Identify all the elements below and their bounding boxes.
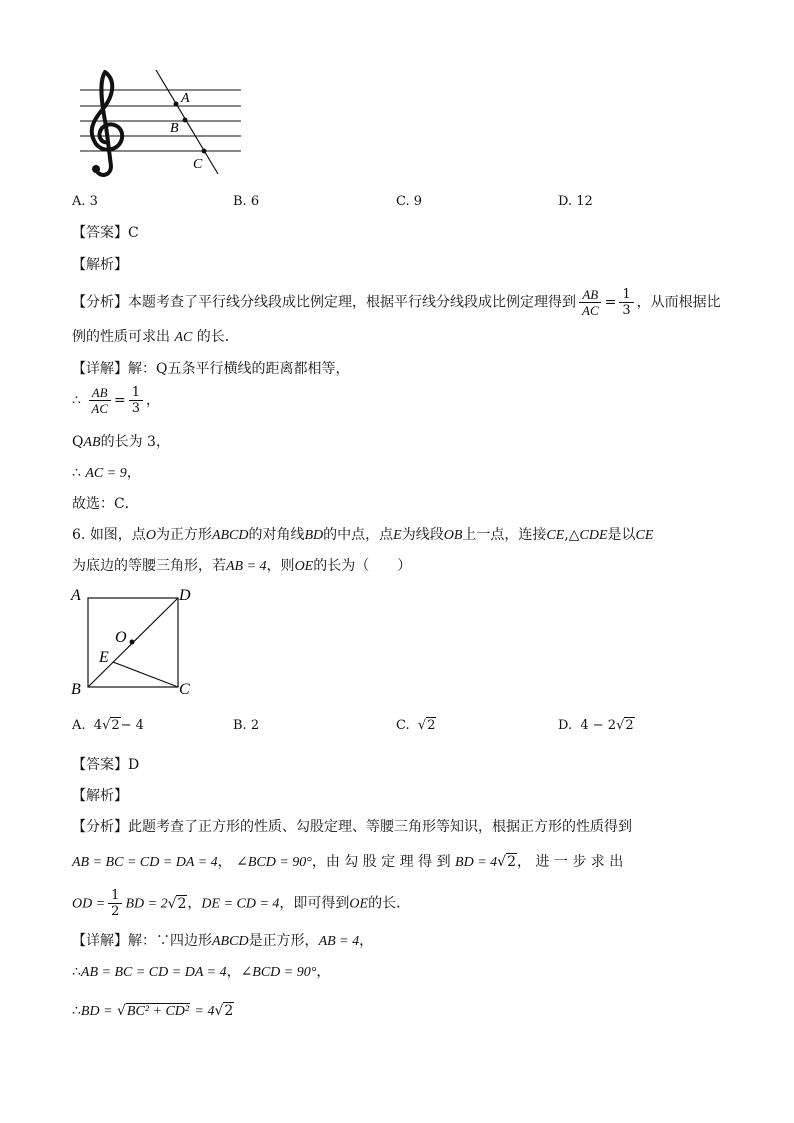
- q5-detail-line5: 故选：C．: [72, 496, 139, 512]
- choice-text: 4 − 2: [580, 718, 617, 733]
- fraction-one-third: [129, 385, 143, 416]
- punct: ，: [126, 465, 141, 481]
- detail-text: 解：: [128, 361, 156, 377]
- stem-text: 是以: [607, 527, 636, 543]
- stem-text: 的长为（ ）: [313, 558, 412, 574]
- q6-choice-c: [396, 718, 436, 733]
- q6-choice-b: B. 2: [233, 718, 260, 733]
- question-number: 6.: [72, 527, 86, 543]
- therefore-symbol: ∴: [72, 1003, 81, 1019]
- math-expr: ∠BCD = 90°: [240, 965, 317, 980]
- punct: ，: [226, 964, 241, 980]
- q5-jiexi: 【解析】: [72, 257, 128, 273]
- q6-choice-d: [558, 718, 635, 733]
- math-ab: AB: [83, 435, 101, 450]
- math-abcd: ABCD: [211, 528, 249, 543]
- stem-text: 为正方形: [155, 527, 212, 543]
- vertex-label-d: D: [179, 587, 191, 604]
- q6-detail-line2: [72, 961, 330, 984]
- math-ce: CE: [546, 528, 565, 543]
- radicand: 2: [224, 1003, 234, 1019]
- analysis-text: ，从而根据比: [636, 294, 721, 311]
- frac-num: 1: [129, 385, 143, 401]
- radicand: BC² + CD²: [126, 1004, 190, 1019]
- q6-detail-line1: [72, 930, 373, 953]
- radicand: 2: [507, 854, 516, 870]
- point-label-c: C: [193, 157, 203, 172]
- choice-label: D.: [558, 718, 573, 733]
- choice-a: A. 3: [72, 194, 98, 209]
- punct: ，: [359, 933, 374, 949]
- q6-answer: [72, 754, 139, 776]
- frac-den: 3: [131, 401, 141, 416]
- sqrt-icon: √2: [102, 718, 120, 733]
- vertex-label-b: B: [71, 681, 81, 698]
- stem-text: 为底边的等腰三角形，若: [72, 558, 226, 574]
- vertex-label-c: C: [179, 681, 190, 698]
- radicand: 2: [111, 718, 120, 733]
- frac-num: AB: [89, 385, 111, 401]
- because-symbol: Q: [72, 434, 84, 450]
- q5-detail-line1: [72, 358, 349, 380]
- punct: ，: [146, 392, 161, 409]
- frac-den: 3: [622, 303, 631, 318]
- choice-c: C. 9: [396, 194, 423, 209]
- detail-text: 的长为 3，: [100, 434, 170, 450]
- math-oe: OE: [349, 896, 369, 912]
- math-expr: DE = CD = 4: [201, 896, 280, 912]
- q5-detail-line2: [72, 385, 160, 416]
- answer-value: C: [128, 225, 139, 241]
- analysis-tag: 【分析】: [72, 294, 128, 311]
- math-expr: AB = BC = CD = DA = 4: [72, 855, 218, 870]
- detail-tag: 【详解】: [72, 933, 128, 949]
- sqrt-icon: √2: [167, 895, 187, 912]
- answer-tag: 【答案】: [72, 757, 128, 773]
- stem-text: 为线段: [401, 527, 444, 543]
- point-label-o: O: [115, 629, 127, 646]
- stem-text: 的中点，点: [323, 527, 394, 543]
- analysis-tag: 【分析】: [72, 819, 128, 835]
- math-ac: AC: [174, 330, 193, 345]
- point-label-e: E: [99, 649, 109, 666]
- analysis-text: ，即可得到: [279, 895, 350, 912]
- q6-stem-line1: [72, 524, 653, 547]
- math-o: O: [145, 528, 156, 543]
- math-expr: BD = 2: [125, 896, 168, 912]
- math-cde: CDE: [579, 528, 608, 543]
- treble-clef-icon: [92, 72, 122, 175]
- math-ob: OB: [443, 528, 463, 543]
- math-expr: BD = 4: [455, 855, 498, 870]
- math-ab-eq: AB = 4: [226, 559, 267, 574]
- point-label-a: A: [181, 91, 190, 106]
- point-label-b: B: [170, 121, 179, 136]
- math-bd: BD: [304, 528, 324, 543]
- q6-choice-a: [72, 718, 144, 733]
- choice-text: − 4: [120, 718, 144, 733]
- eq-sign: =: [604, 294, 617, 311]
- q5-detail-line4: [72, 462, 141, 485]
- answer-value: D: [128, 757, 140, 773]
- analysis-text: 此题考查了正方形的性质、勾股定理、等腰三角形等知识，根据正方形的性质得到: [128, 819, 632, 835]
- choice-d: D. 12: [558, 194, 593, 209]
- math-expr: OD =: [72, 896, 106, 912]
- detail-text: 五条平行横线的距离都相等，: [167, 361, 350, 377]
- analysis-text: ， 进 一 步 求 出: [516, 854, 624, 870]
- fraction-ab-ac: [88, 385, 111, 416]
- q6-analysis-line1: [72, 816, 632, 838]
- because-symbol: Q: [156, 361, 168, 377]
- transversal-line: [156, 70, 218, 174]
- math-e: E: [393, 528, 402, 543]
- frac-num: 1: [108, 888, 122, 904]
- eq-sign: =: [114, 392, 126, 409]
- q6-analysis-line3: [72, 888, 410, 919]
- frac-den: AC: [582, 303, 599, 318]
- figure-square: [68, 584, 208, 700]
- stem-text: ,△: [564, 527, 580, 543]
- stem-text: 如图，点: [89, 527, 146, 543]
- q6-detail-line3: [72, 1000, 234, 1023]
- sqrt-icon: √BC² + CD²: [116, 1003, 190, 1019]
- analysis-text: ，由 勾 股 定 理 得 到: [311, 854, 451, 870]
- fraction-one-third: [619, 287, 633, 318]
- analysis-text: 例的性质可求出: [72, 329, 170, 345]
- frac-num: 1: [619, 287, 633, 303]
- choice-label: C.: [396, 718, 410, 733]
- detail-tag: 【详解】: [72, 361, 128, 377]
- math-oe: OE: [294, 559, 314, 574]
- frac-num: AB: [579, 287, 601, 303]
- sqrt-icon: √2: [497, 854, 516, 870]
- q5-answer: [72, 222, 139, 244]
- math-expr: AB = BC = CD = DA = 4: [80, 965, 227, 980]
- q5-analysis-line2: [72, 326, 239, 349]
- radicand: 2: [427, 718, 436, 733]
- q6-stem-line2: [72, 555, 411, 578]
- choice-label: A.: [72, 718, 86, 733]
- analysis-text: 本题考查了平行线分线段成比例定理，根据平行线分线段成比例定理得到: [128, 294, 576, 311]
- sqrt-icon: √2: [417, 718, 436, 733]
- radicand: 2: [177, 895, 187, 912]
- sqrt-icon: √2: [214, 1003, 234, 1019]
- math-abcd: ABCD: [212, 934, 249, 949]
- fraction-ab-ac: [579, 287, 602, 318]
- stem-text: 上一点，连接: [462, 527, 547, 543]
- fraction-one-half: [108, 888, 122, 919]
- q6-jiexi: 【解析】: [72, 788, 128, 804]
- choice-b: B. 6: [233, 194, 260, 209]
- math-ce: CE: [635, 528, 654, 543]
- therefore-symbol: ∴: [72, 392, 81, 409]
- figure-treble-clef: [78, 66, 248, 186]
- frac-den: AC: [91, 401, 108, 416]
- stem-text: 的对角线: [248, 527, 305, 543]
- therefore-symbol: ∴: [72, 964, 81, 980]
- segment-ce: [113, 662, 178, 687]
- detail-text: 解：∵四边形: [128, 933, 212, 949]
- math-expr: BD =: [80, 1004, 113, 1019]
- analysis-text: 的长．: [196, 329, 239, 345]
- math-expr: AC = 9: [85, 466, 127, 481]
- analysis-text: 的长．: [368, 895, 411, 912]
- therefore-symbol: ∴: [72, 465, 81, 481]
- q5-analysis-line1: [72, 287, 721, 318]
- q6-analysis-line2: [72, 851, 623, 874]
- math-expr: = 4: [194, 1004, 215, 1019]
- punct: ，: [316, 964, 331, 980]
- choice-text: 4: [93, 718, 103, 733]
- radicand: 2: [625, 718, 634, 733]
- punct: ，: [217, 854, 232, 870]
- math-expr: ∠BCD = 90°: [236, 855, 312, 870]
- answer-tag: 【答案】: [72, 225, 128, 241]
- sqrt-icon: √2: [616, 718, 634, 733]
- frac-den: 2: [111, 904, 120, 919]
- stem-text: ，则: [266, 558, 295, 574]
- vertex-label-a: A: [71, 587, 81, 604]
- q5-detail-line3: [72, 431, 170, 454]
- punct: ，: [187, 895, 202, 912]
- math-expr: AB = 4: [318, 934, 360, 949]
- detail-text: 是正方形，: [248, 933, 319, 949]
